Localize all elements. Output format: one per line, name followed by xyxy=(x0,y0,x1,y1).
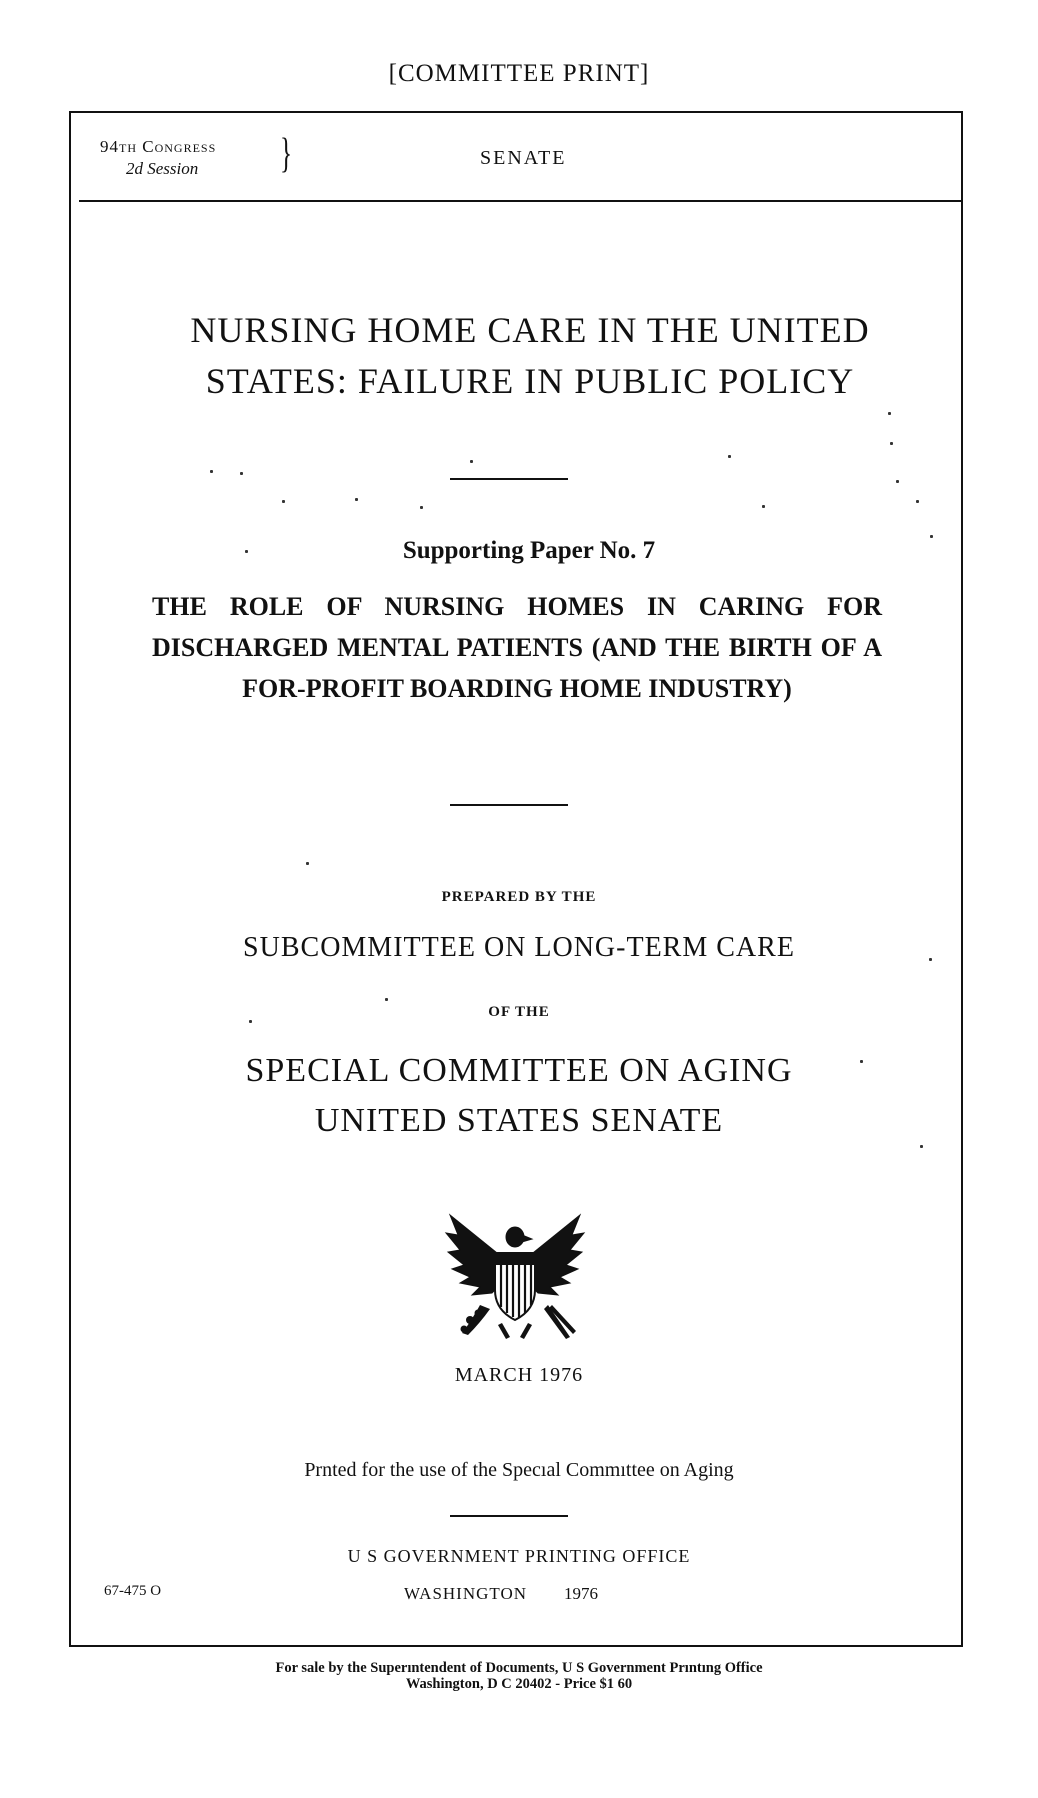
header-divider xyxy=(79,200,962,202)
sale-note-line-2: Washington, D C 20402 - Price $1 60 xyxy=(405,1676,633,1692)
sale-note xyxy=(0,1660,1038,1692)
congress-session-block xyxy=(100,136,216,180)
committee-name-line-2: UNITED STATES SENATE xyxy=(314,1102,724,1139)
report-title-line-1: NURSING HOME CARE IN THE UNITED xyxy=(190,310,870,350)
of-the-label: OF THE xyxy=(488,1004,550,1020)
sale-note-line-1: For sale by the Superıntendent of Documents, U S Government Prıntıng Office xyxy=(275,1660,763,1676)
session-label: 2d Session xyxy=(126,159,199,178)
committee-name xyxy=(0,1046,1038,1146)
supporting-paper-title: THE ROLE OF NURSING HOMES IN CARING FOR DISCHARGED MENTAL PATIENTS (AND THE BIRTH OF A FOR-PROFIT BOARDING HOME INDUSTRY) xyxy=(152,592,882,703)
publication-date: MARCH 1976 xyxy=(454,1364,584,1386)
printing-year: 1976 xyxy=(564,1584,598,1603)
brace-icon: } xyxy=(280,131,293,177)
subcommittee-name: SUBCOMMITTEE ON LONG-TERM CARE xyxy=(243,932,795,963)
report-title-line-2: STATES: FAILURE IN PUBLIC POLICY xyxy=(205,361,855,401)
committee-name-line-1: SPECIAL COMMITTEE ON AGING xyxy=(245,1052,793,1089)
printed-for-note: Prnted for the use of the Specıal Commıttee on Aging xyxy=(304,1459,734,1481)
section-rule xyxy=(450,1515,568,1517)
congress-label: 94th Congress xyxy=(100,137,217,156)
committee-print-label: [COMMITTEE PRINT] xyxy=(388,60,650,87)
supporting-paper-number: Supporting Paper No. 7 xyxy=(402,537,656,564)
job-number: 67-475 O xyxy=(104,1583,162,1599)
section-rule xyxy=(450,804,568,806)
prepared-by-label: PREPARED BY THE xyxy=(441,889,597,905)
section-rule xyxy=(450,478,568,480)
printing-city: WASHINGTON xyxy=(404,1584,528,1603)
report-title xyxy=(120,305,940,407)
chamber-label: SENATE xyxy=(480,147,567,169)
eagle-seal-icon xyxy=(440,1205,590,1345)
printing-office: U S GOVERNMENT PRINTING OFFICE xyxy=(347,1546,691,1566)
